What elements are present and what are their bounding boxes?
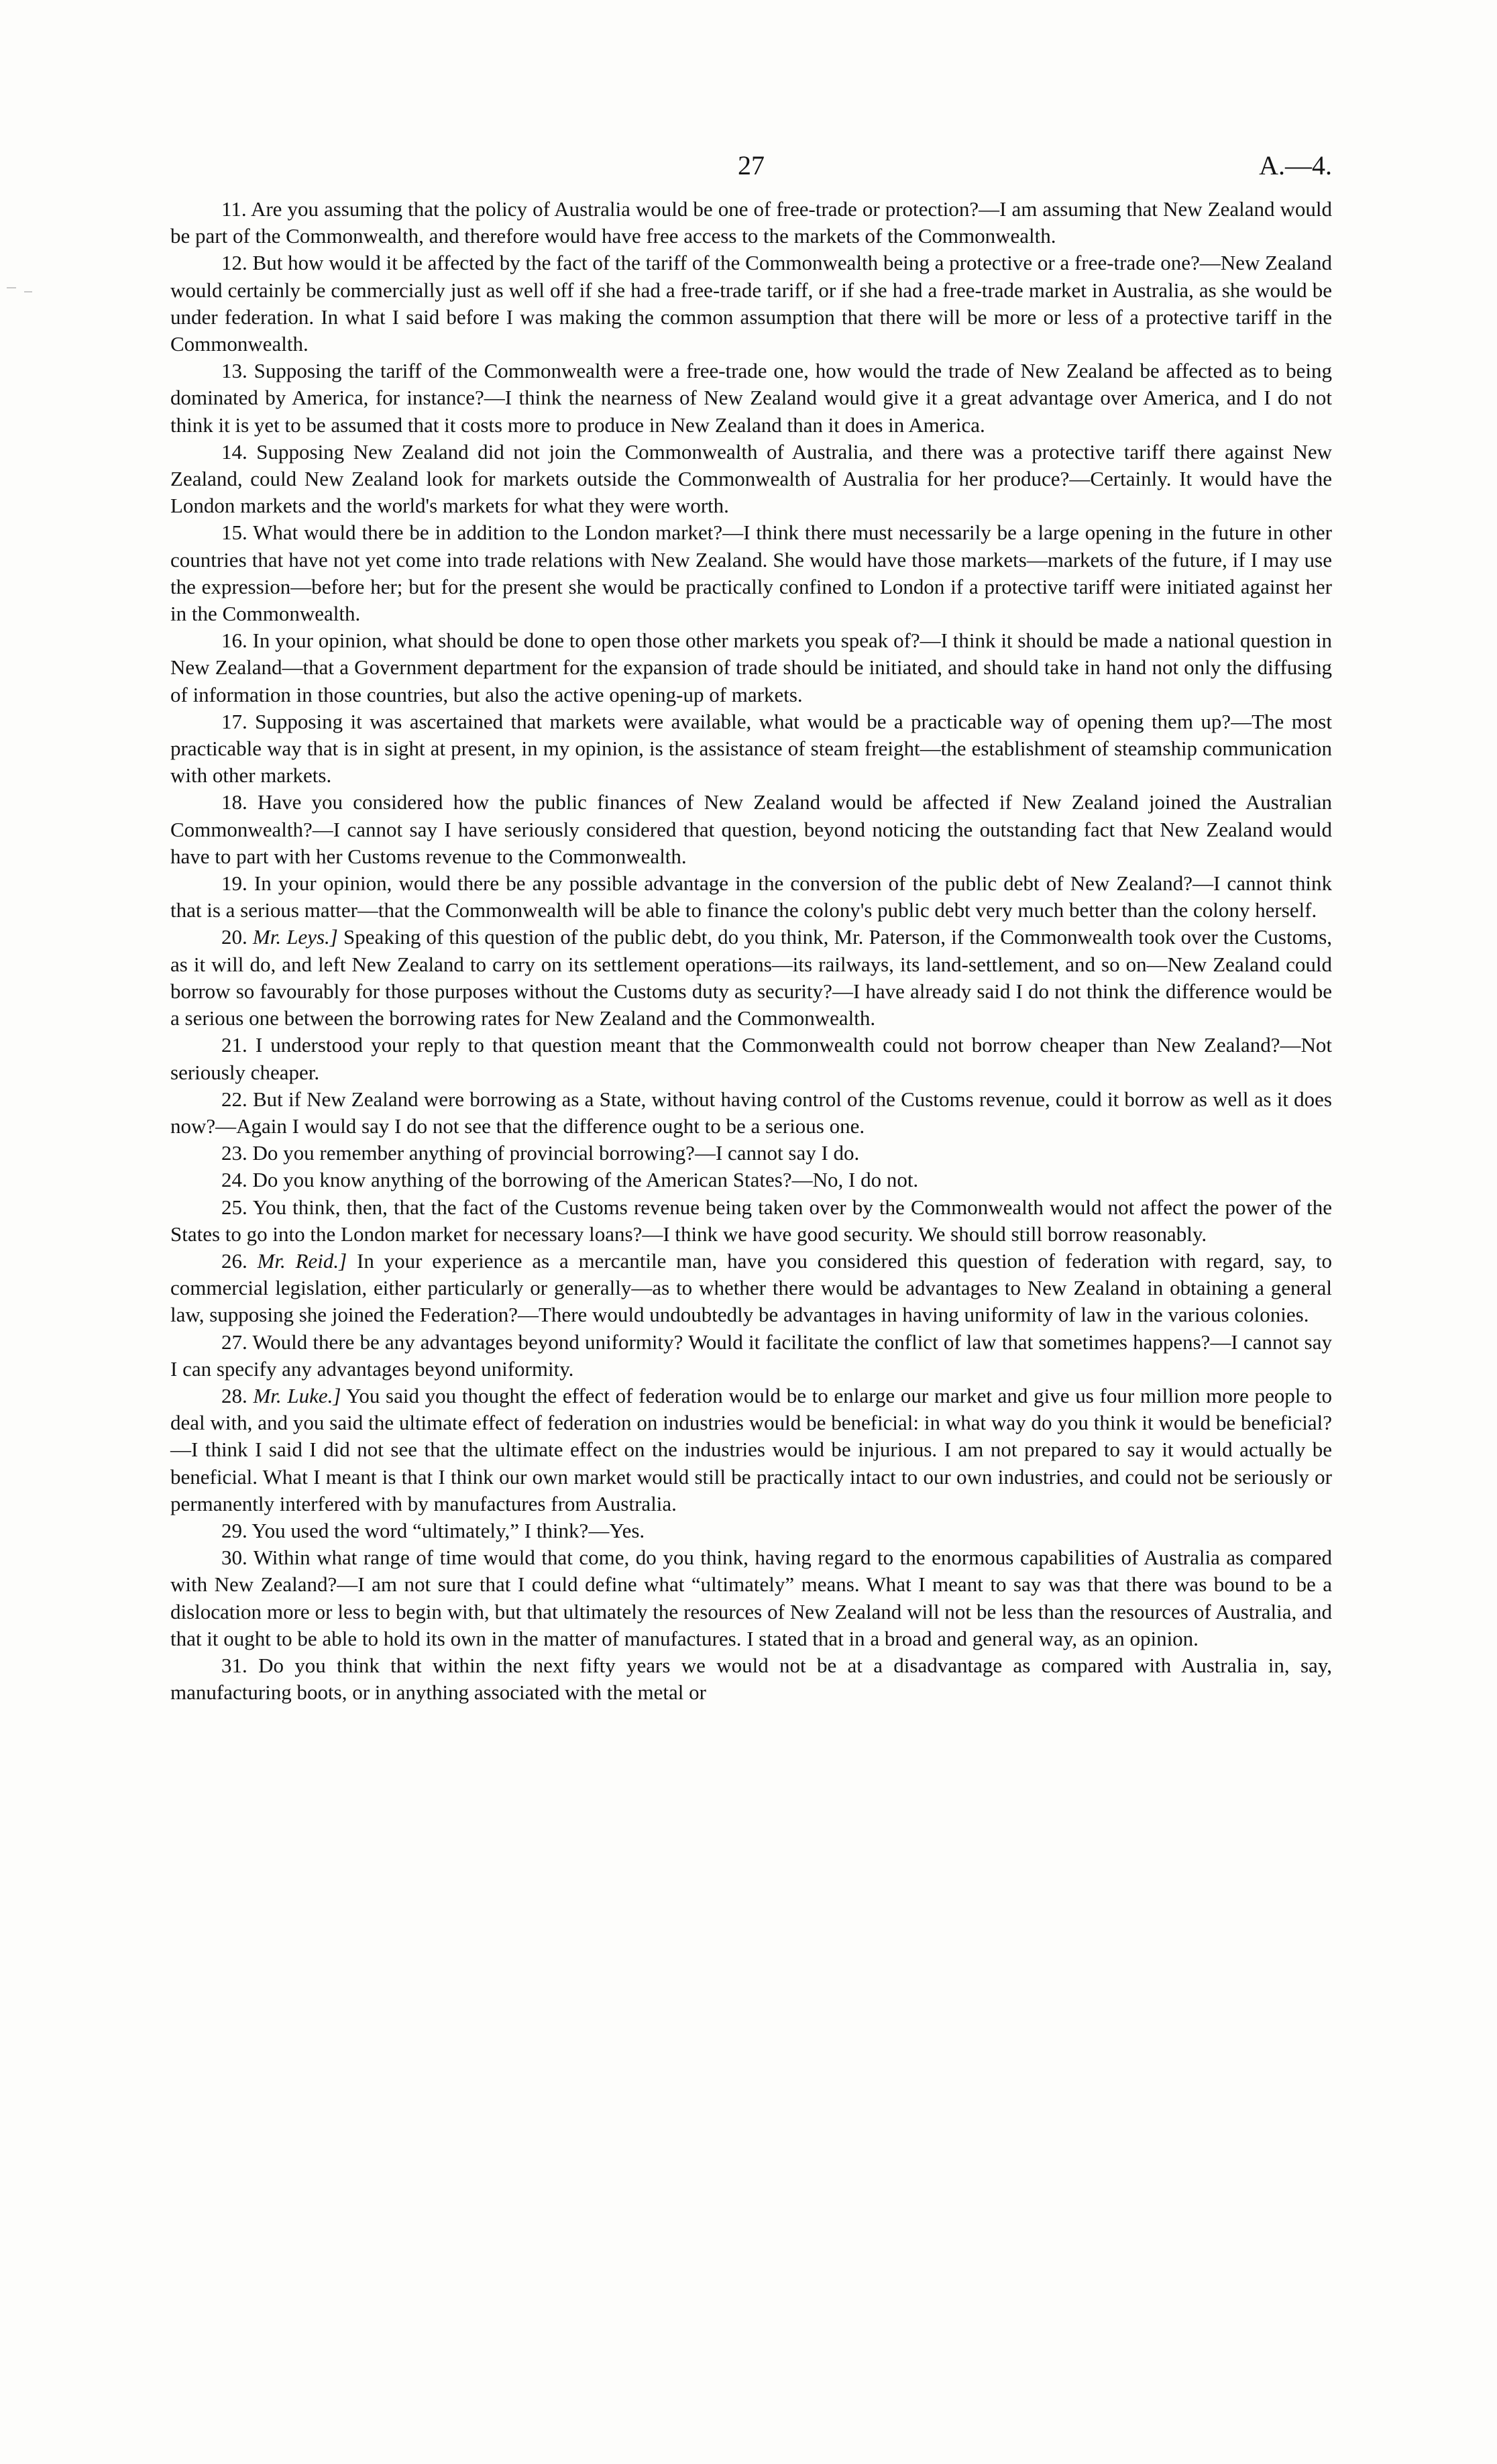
qa-paragraph [170,708,1332,790]
answer-text: Certainly. It would have the London markets and the world's markets for what they were worth. [170,467,1333,518]
answer-text: New Zealand would certainly be commercially just as well off if she had a free-trade tariff, or if she had a free-trade market in Australia, as she would be under federation. In what I said before I was making the common assumption that there will be more or less of a protective tariff in the Commonwealth. [170,251,1332,356]
question-number: 22. [221,1087,247,1111]
margin-mark [24,291,32,292]
qa-paragraph [170,250,1332,358]
answer-text: I am not sure that I could define what “ultimately” means. What I meant to say was that there was bound to be a dislocation more or less to begin with, but that ultimately the resources of New Zealand will not be less than the resources of Australia, and that it ought to be able to hold its own in the matter of manufactures. I stated that in a broad and general way, as an opinion. [170,1572,1333,1650]
answer-dash: — [337,1572,358,1597]
question-text: What would there be in addition to the London market? [253,521,723,545]
question-text: You used the word “ultimately,” I think? [252,1518,589,1542]
question-number: 21. [221,1033,247,1057]
question-number: 11. [221,197,247,221]
qa-paragraph [170,1194,1332,1248]
answer-text: I cannot think that is a serious matter—that the Commonwealth will be able to finance the colony's public debt very much better than the colony herself. [170,871,1333,922]
question-number: 14. [221,439,247,464]
qa-paragraph [170,870,1332,924]
answer-text: There would undoubtedly be advantages in having uniformity of law in the various colonies. [539,1303,1309,1327]
qa-paragraph [170,924,1332,1032]
answer-dash: — [588,1518,610,1542]
answer-dash: — [170,1438,191,1462]
question-text: In your opinion, would there be any possible advantage in the conversion of the public debt of New Zealand? [254,871,1193,896]
qa-paragraph [170,627,1332,708]
question-text: But if New Zealand were borrowing as a State, without having control of the Customs revenue, could it borrow as well as it does now? [170,1087,1332,1138]
question-number: 20. [221,925,247,949]
answer-dash: — [920,629,941,653]
answer-dash: — [979,197,1000,221]
answer-text: I am assuming that New Zealand would be part of the Commonwealth, and therefore would have free access to the markets of the Commonwealth. [170,197,1332,248]
answer-dash: — [791,1168,813,1192]
page-header [170,149,1332,189]
answer-text: No, I do not. [812,1168,919,1192]
question-number: 25. [221,1195,247,1219]
question-text: Are you assuming that the policy of Australia would be one of free-trade or protection? [250,197,979,221]
question-text: Do you remember anything of provincial borrowing? [252,1141,695,1165]
question-number: 26. [221,1248,247,1273]
answer-dash: — [722,521,744,545]
answer-text: I think we have good security. We should still borrow reasonably. [663,1222,1207,1246]
question-text: Would there be any advantages beyond uniformity? Would it facilitate the conflict of law that sometimes happens? [252,1330,1211,1354]
question-number: 15. [221,521,247,545]
question-number: 24. [221,1168,247,1192]
answer-dash: — [1210,1330,1231,1354]
question-number: 30. [221,1546,247,1570]
answer-dash: — [215,1114,237,1138]
qa-paragraph [170,196,1332,250]
qa-paragraph [170,789,1332,870]
answer-text: I think I said I did not see that the ultimate effect on the industries would be injurious. I am not prepared to say it would actually be beneficial. What I meant is that I think our own market would still be practically intact to our own industries, and could not be seriously or permanently interfered with by manufactures from Australia. [170,1438,1332,1515]
question-number: 17. [221,709,247,733]
answer-dash: — [1069,467,1091,491]
qa-paragraph [170,1652,1332,1706]
question-text: You think, then, that the fact of the Customs revenue being taken over by the Commonwealth would not affect the power of the States to go into the London market for necessary loans? [170,1195,1332,1246]
qa-paragraph [170,1383,1332,1517]
qa-paragraph [170,1032,1332,1085]
answer-dash: — [1199,251,1221,275]
qa-paragraph [170,1086,1332,1140]
qa-paragraph [170,1140,1332,1167]
question-text: Speaking of this question of the public debt, do you think, Mr. Paterson, if the Commonwealth took over the Customs, as it will do, and left New Zealand to carry on its settlement operations—its railways, its land-settlement, and so on—New Zealand could borrow so favourably for those purposes without the Customs duty as security? [170,925,1333,1003]
qa-paragraph [170,1517,1332,1544]
qa-paragraph [170,1248,1332,1329]
question-text: I understood your reply to that question meant that the Commonwealth could not borrow cheaper than New Zealand? [255,1033,1280,1057]
question-number: 13. [221,359,247,383]
answer-dash: — [484,386,505,410]
answer-text: I have already said I do not think the difference would be a serious one between the borrowing rates for New Zealand and the Commonwealth. [170,979,1332,1030]
answer-text: I think the nearness of New Zealand would give it a great advantage over America, and I do not think it is yet to be assumed that it costs more to produce in New Zealand than it does in America. [170,386,1332,437]
qa-paragraph [170,439,1332,520]
qa-paragraph [170,358,1332,439]
answer-text: I think there must necessarily be a large opening in the future in other countries that have not yet come into trade relations with New Zealand. She would have those markets—markets of the future, if I may use the expression—before her; but for the present she would be practically confined to London if a protective tariff were initiated against her in the Commonwealth. [170,521,1332,626]
margin-mark [7,287,16,288]
answer-dash: — [1280,1033,1301,1057]
answer-text: Again I would say I do not see that the difference ought to be a serious one. [236,1114,865,1138]
question-number: 12. [221,251,247,275]
qa-paragraph [170,519,1332,627]
question-text: In your opinion, what should be done to open those other markets you speak of? [252,629,920,653]
question-text: Within what range of time would that come, do you think, having regard to the enormous capabilities of Australia as compared with New Zealand? [170,1546,1332,1597]
speaker-label: Mr. Reid.] [257,1248,347,1273]
answer-dash: — [1231,709,1252,733]
document-reference: A.—4. [1259,150,1332,180]
question-number: 28. [221,1383,247,1407]
answer-text: I cannot say I have seriously considered that question, beyond noticing the outstanding fact that New Zealand would have to part with her Customs revenue to the Commonwealth. [170,817,1332,868]
question-text: In your experience as a mercantile man, have you considered this question of federation with regard, say, to commercial legislation, either particularly or generally—as to whether there would be advantages to New Zealand in obtaining a general law, supposing she joined the Federation? [170,1248,1332,1327]
question-text: Do you think that within the next fifty years we would not be at a disadvantage as compared with Australia in, say, manufacturing boots, or in anything associated with the metal or [170,1653,1333,1705]
answer-text: Not seriously cheaper. [170,1033,1332,1084]
answer-text: I cannot say I do. [715,1141,860,1165]
answer-dash: — [694,1141,716,1165]
question-text: Supposing the tariff of the Commonwealth were a free-trade one, how would the trade of New Zealand be affected as to being dominated by America, for instance? [170,359,1332,410]
question-number: 31. [221,1653,247,1677]
answer-dash: — [518,1303,539,1327]
question-number: 19. [221,871,247,896]
question-text: You said you thought the effect of federation would be to enlarge our market and give us four million more people to deal with, and you said the ultimate effect of federation on industries would be beneficial: in what way do you think it would be beneficial? [170,1383,1333,1435]
question-number: 16. [221,629,247,653]
speaker-label: Mr. Luke.] [253,1383,341,1407]
qa-paragraph [170,1544,1332,1652]
answer-text: I cannot say I can specify any advantages beyond uniformity. [170,1330,1332,1381]
question-text: Have you considered how the public finances of New Zealand would be affected if New Zealand joined the Australian Commonwealth? [170,790,1332,841]
question-text: Do you know anything of the borrowing of the American States? [252,1168,792,1192]
answer-text: The most practicable way that is in sight at present, in my opinion, is the assistance of steam freight—the establishment of steamship communication with other markets. [170,709,1332,788]
answer-dash: — [312,817,333,841]
qa-paragraph [170,1329,1332,1383]
answer-dash: — [832,979,853,1003]
question-number: 23. [221,1141,247,1165]
question-number: 27. [221,1330,247,1354]
question-text: But how would it be affected by the fact of the tariff of the Commonwealth being a protective or a free-trade one? [252,251,1200,275]
qa-paragraph [170,1167,1332,1193]
answer-text: I think it should be made a national question in New Zealand—that a Government department for the expansion of trade should be initiated, and should take in hand not only the diffusing of information in those countries, but also the active opening-up of markets. [170,629,1333,706]
question-number: 29. [221,1518,247,1542]
question-number: 18. [221,790,247,814]
question-text: Supposing it was ascertained that markets were available, what would be a practicable way of opening them up? [255,709,1231,733]
question-text: Supposing New Zealand did not join the Commonwealth of Australia, and there was a protective tariff there against New Zealand, could New Zealand look for markets outside the Commonwealth of Australia for her produce? [170,439,1332,491]
speaker-label: Mr. Leys.] [252,925,338,949]
answer-text: Yes. [609,1518,645,1542]
answer-dash: — [1193,871,1214,896]
answer-dash: — [642,1222,663,1246]
testimony-body [170,196,1332,1706]
page-number: 27 [738,150,765,180]
